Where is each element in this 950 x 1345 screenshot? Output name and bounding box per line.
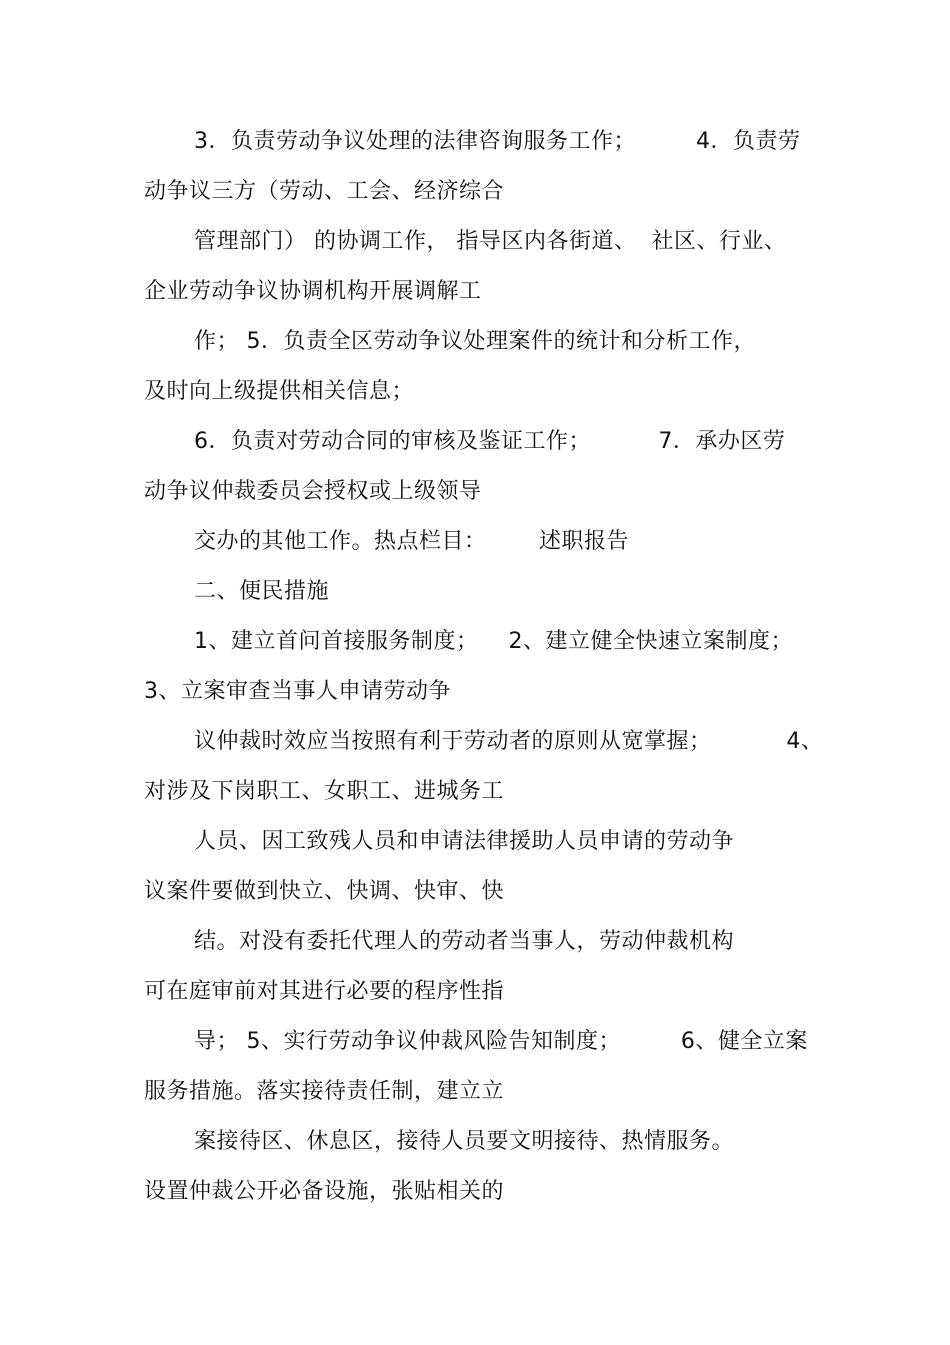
section-heading: 二、便民措施: [194, 579, 330, 604]
paragraph-line: 服务措施。落实接待责任制，建立立: [144, 1079, 505, 1104]
paragraph-line: 动争议三方（劳动、工会、经济综合: [144, 179, 505, 204]
paragraph-line: 作； 5．负责全区劳动争议处理案件的统计和分析工作，: [194, 329, 756, 354]
paragraph-line: 3．负责劳动争议处理的法律咨询服务工作； 4．负责劳: [194, 129, 801, 154]
paragraph-line: 动争议仲裁委员会授权或上级领导: [144, 479, 482, 504]
paragraph-line: 设置仲裁公开必备设施，张贴相关的: [144, 1179, 505, 1204]
paragraph-line: 议案件要做到快立、快调、快审、快: [144, 879, 505, 904]
paragraph-line: 1、建立首问首接服务制度； 2、建立健全快速立案制度；: [194, 629, 793, 654]
paragraph-line: 交办的其他工作。热点栏目： 述职报告: [194, 529, 629, 554]
paragraph-line: 结。对没有委托代理人的劳动者当事人，劳动仲裁机构: [194, 929, 735, 954]
paragraph-line: 可在庭审前对其进行必要的程序性指: [144, 979, 505, 1004]
paragraph-line: 及时向上级提供相关信息；: [144, 379, 415, 404]
paragraph-line: 案接待区、休息区，接待人员要文明接待、热情服务。: [194, 1129, 735, 1154]
paragraph-line: 导； 5、实行劳动争议仲裁风险告知制度； 6、健全立案: [194, 1029, 808, 1054]
paragraph-line: 人员、因工致残人员和申请法律援助人员申请的劳动争: [194, 829, 735, 854]
paragraph-line: 3、立案审查当事人申请劳动争: [144, 679, 451, 704]
paragraph-line: 6．负责对劳动合同的审核及鉴证工作； 7．承办区劳: [194, 429, 786, 454]
paragraph-line: 企业劳动争议协调机构开展调解工: [144, 279, 482, 304]
paragraph-line: 管理部门） 的协调工作， 指导区内各街道、 社区、行业、: [194, 229, 787, 254]
paragraph-line: 议仲裁时效应当按照有利于劳动者的原则从宽掌握； 4、: [194, 729, 824, 754]
paragraph-line: 对涉及下岗职工、女职工、进城务工: [144, 779, 505, 804]
